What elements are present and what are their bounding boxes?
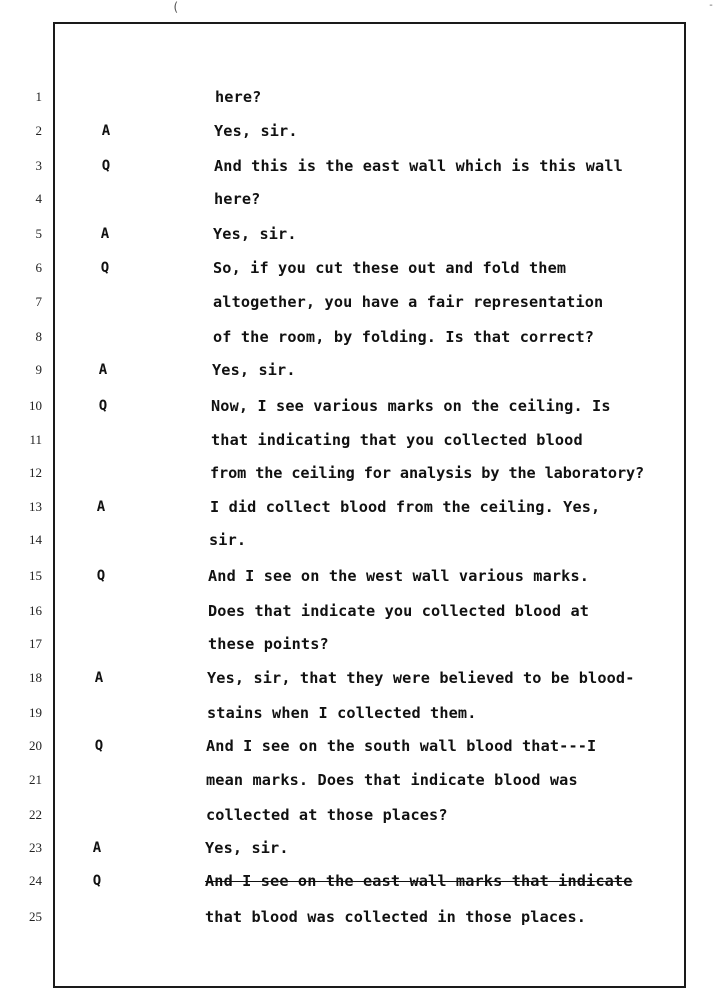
line-text: And I see on the west wall various marks. [208, 567, 590, 585]
line-number: 17 [29, 636, 42, 651]
speaker-label: A [101, 123, 111, 139]
speaker-label: Q [98, 398, 108, 414]
line-text: these points? [208, 635, 329, 653]
line-text: mean marks. Does that indicate blood was [206, 771, 578, 789]
line-text: And this is the east wall which is this wall [214, 157, 623, 175]
line-text: that blood was collected in those places. [205, 908, 587, 926]
transcript-line [0, 768, 720, 792]
line-number: 3 [35, 158, 42, 173]
line-number: 23 [29, 840, 42, 855]
line-number: 18 [29, 670, 42, 685]
transcript-line [0, 222, 720, 246]
transcript-line [0, 905, 720, 929]
speaker-label: Q [92, 873, 102, 889]
line-number: 16 [29, 603, 42, 618]
transcript-line [0, 632, 720, 656]
transcript-line [0, 358, 720, 382]
line-text: altogether, you have a fair representation [213, 293, 604, 311]
line-text: from the ceiling for analysis by the laboratory? [210, 464, 645, 482]
line-text: here? [214, 190, 261, 208]
line-number: 6 [35, 260, 42, 275]
line-text: here? [215, 88, 262, 106]
line-text: that indicating that you collected blood [211, 431, 583, 449]
line-number: 1 [35, 89, 42, 104]
transcript-line [0, 734, 720, 758]
line-text: of the room, by folding. Is that correct? [213, 328, 595, 346]
transcript-line [0, 290, 720, 314]
line-text: Yes, sir. [214, 122, 298, 140]
speaker-label: A [98, 362, 108, 378]
transcript-line [0, 836, 720, 860]
line-number: 12 [29, 465, 42, 480]
top-margin-mark: ( [172, 0, 180, 14]
transcript-line [0, 701, 720, 725]
speaker-label: Q [94, 738, 104, 754]
line-text: Yes, sir. [212, 361, 296, 379]
transcript-line [0, 666, 720, 690]
transcript-line [0, 869, 720, 893]
line-text: Yes, sir. [213, 225, 297, 243]
speaker-label: Q [96, 568, 106, 584]
transcript-line [0, 256, 720, 280]
transcript-line [0, 428, 720, 452]
line-number: 2 [35, 123, 42, 138]
speaker-label: A [94, 670, 104, 686]
line-text: And I see on the south wall blood that---I [206, 737, 597, 755]
transcript-line [0, 528, 720, 552]
line-text: Yes, sir. [205, 839, 289, 857]
transcript-line [0, 394, 720, 418]
line-text: I did collect blood from the ceiling. Yes, [210, 498, 601, 516]
line-text: collected at those places? [206, 806, 448, 824]
transcript-line [0, 564, 720, 588]
line-text: And I see on the east wall marks that indicate [205, 872, 633, 890]
speaker-label: A [92, 840, 102, 856]
line-number: 15 [29, 568, 42, 583]
line-number: 9 [35, 362, 42, 377]
line-text: Does that indicate you collected blood at [208, 602, 590, 620]
line-number: 8 [35, 329, 42, 344]
transcript-line [0, 461, 720, 485]
line-number: 19 [29, 705, 42, 720]
speaker-label: A [96, 499, 106, 515]
speaker-label: A [100, 226, 110, 242]
line-text: stains when I collected them. [207, 704, 477, 722]
line-text: Now, I see various marks on the ceiling. Is [211, 397, 611, 415]
line-number: 25 [29, 909, 42, 924]
line-number: 24 [29, 873, 42, 888]
line-number: 7 [35, 294, 42, 309]
line-number: 20 [29, 738, 42, 753]
line-text: sir. [209, 531, 247, 549]
line-number: 10 [29, 398, 42, 413]
speaker-label: Q [101, 158, 111, 174]
speaker-label: Q [100, 260, 110, 276]
corner-mark: - [707, 0, 714, 11]
line-number: 11 [29, 432, 42, 447]
line-number: 21 [29, 772, 42, 787]
transcript-line [0, 154, 720, 178]
line-number: 22 [29, 807, 42, 822]
line-number: 14 [29, 532, 42, 547]
transcript-line [0, 325, 720, 349]
transcript-line [0, 85, 720, 109]
transcript-line [0, 599, 720, 623]
line-text: So, if you cut these out and fold them [213, 259, 567, 277]
transcript-line [0, 495, 720, 519]
line-number: 13 [29, 499, 42, 514]
line-number: 4 [35, 191, 42, 206]
line-text: Yes, sir, that they were believed to be blood- [207, 669, 635, 687]
transcript-line [0, 803, 720, 827]
line-number: 5 [35, 226, 42, 241]
transcript-line [0, 187, 720, 211]
transcript-line [0, 119, 720, 143]
